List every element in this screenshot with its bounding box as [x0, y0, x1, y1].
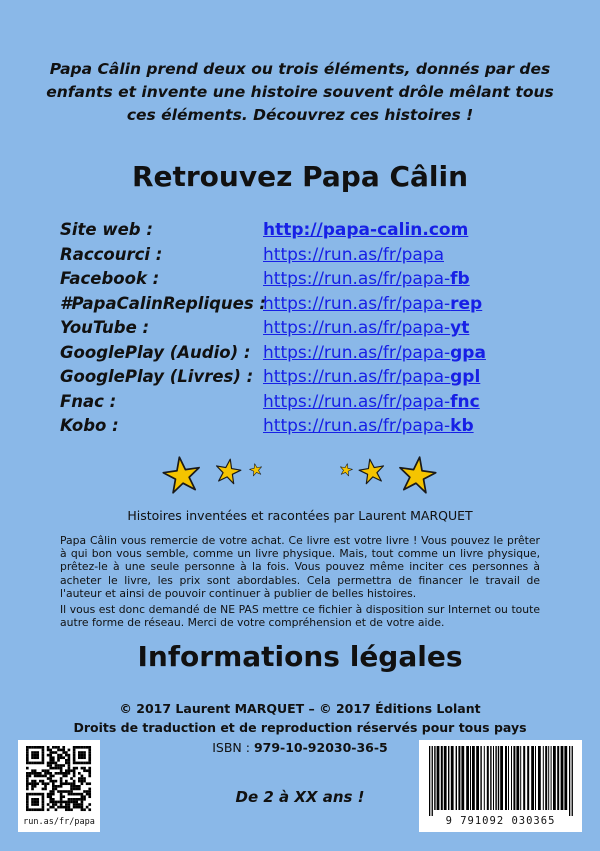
link-url-base: https://run.as/fr/papa- [263, 318, 451, 338]
barcode [419, 740, 582, 832]
link-youtube[interactable] [263, 318, 469, 338]
thank-you-notice [60, 534, 540, 632]
link-url-suffix: rep [450, 293, 483, 314]
link-repliques[interactable] [263, 294, 482, 314]
link-label: Fnac : [60, 391, 117, 411]
retrouvez-title: Retrouvez Papa Câlin [131, 160, 469, 193]
link-url-suffix: gpa [450, 342, 486, 363]
star-icon [249, 462, 264, 476]
link-label: Raccourci : [60, 244, 163, 264]
link-label: YouTube : [60, 318, 150, 337]
legal-title: Informations légales [137, 640, 463, 673]
intro-line-3: ces éléments. Découvrez ces histoires ! [126, 106, 474, 124]
link-googleplay-livres[interactable] [263, 367, 480, 387]
link-url-base: https://run.as/fr/papa- [263, 293, 451, 314]
link-url-suffix: fb [450, 269, 470, 289]
link-url-suffix: fnc [450, 391, 480, 412]
link-url-suffix: kb [450, 416, 474, 436]
link-site-web[interactable]: http://papa-calin.com [263, 220, 469, 240]
link-label: #PapaCalinRepliques : [60, 293, 267, 313]
qr-code-icon [18, 740, 100, 816]
star-icon [358, 457, 386, 484]
stars-decoration [0, 455, 600, 500]
link-label: GooglePlay (Audio) : [60, 342, 251, 362]
star-icon [397, 455, 438, 494]
intro-line-2: enfants et invente une histoire souvent drôle mêlant tous [46, 83, 554, 101]
rights-line: Droits de traduction et de reproduction réservés pour tous pays [73, 720, 527, 735]
isbn-value: 979-10-92030-36-5 [253, 740, 388, 755]
link-label: Facebook : [60, 269, 160, 288]
byline: Histoires inventées et racontées par Laurent MARQUET [127, 508, 473, 523]
qr-caption: run.as/fr/papa [23, 817, 95, 827]
link-url-base: https://run.as/fr/papa- [263, 416, 451, 436]
link-raccourci[interactable]: https://run.as/fr/papa [263, 244, 444, 265]
star-icon [214, 457, 242, 484]
isbn-label: ISBN : [212, 740, 254, 755]
star-icon [161, 455, 202, 494]
copyright-line: © 2017 Laurent MARQUET – © 2017 Éditions Lolant [119, 701, 481, 716]
qr-code [18, 740, 100, 832]
link-url-base: https://run.as/fr/papa- [263, 269, 451, 289]
intro-text [40, 58, 560, 127]
notice-paragraph: Papa Câlin vous remercie de votre achat. Ce livre est votre livre ! Vous pouvez le prêter à qui bon vous semble, comme un livre physique. Mais, tout comme un livre physique, prêtez-le à une seule personne à la fois. Vous pouvez même inciter ces personnes à acheter le livre, les prix sont abordables. Cela permettra de financer le travail de l'auteur et ainsi de pouvoir continuer à publier de belles histoires. [60, 534, 540, 600]
notice-paragraph: Il vous est donc demandé de NE PAS mettre ce fichier à disposition sur Internet ou toute autre forme de réseau. Merci de votre compréhension et de votre aide. [60, 603, 540, 630]
link-url-base: https://run.as/fr/papa- [263, 342, 451, 363]
link-fnac[interactable] [263, 392, 480, 412]
link-facebook[interactable] [263, 269, 470, 289]
link-url-suffix: gpl [450, 367, 481, 387]
link-kobo[interactable] [263, 416, 474, 436]
link-label: Site web : [60, 220, 153, 239]
barcode-number: 9 791092 030365 [445, 815, 556, 827]
link-url-base: https://run.as/fr/papa- [263, 367, 451, 387]
barcode-icon [419, 740, 582, 816]
link-googleplay-audio[interactable] [263, 343, 486, 363]
link-url-suffix: yt [450, 318, 470, 338]
star-icon [339, 462, 354, 476]
link-label: GooglePlay (Livres) : [60, 367, 254, 386]
link-url-base: https://run.as/fr/papa- [263, 391, 451, 412]
link-label: Kobo : [60, 416, 119, 435]
age-range: De 2 à XX ans ! [235, 788, 365, 806]
intro-line-1: Papa Câlin prend deux ou trois éléments, donnés par des [49, 60, 551, 78]
